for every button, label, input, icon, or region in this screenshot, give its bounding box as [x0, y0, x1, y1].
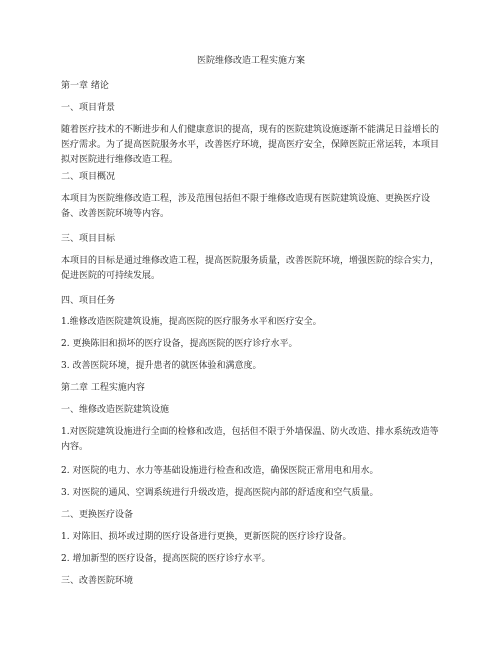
section-heading: 四、项目任务: [61, 296, 116, 306]
paragraph: 本项目为医院维修改造工程，涉及范围包括但不限于维修改造现有医院建筑设施、更换医疗设备、改善医院环境等内容。: [61, 194, 431, 219]
section-heading: 二、更换医疗设备: [61, 510, 134, 520]
paragraph: 本项目的目标是通过维修改造工程，提高医院服务质量，改善医院环境，增强医院的综合实力，促进医院的可持续发展。: [61, 256, 440, 281]
section-heading: 一、项目背景: [61, 103, 116, 113]
list-item: 1.维修改造医院建筑设施，提高医院的医疗服务水平和医疗安全。: [61, 317, 322, 327]
document-title: 医院维修改造工程实施方案: [196, 56, 305, 66]
list-item: 3. 改善医院环境，提升患者的就医体验和满意度。: [61, 361, 262, 371]
section-heading: 三、项目目标: [61, 234, 116, 244]
section-heading: 三、改善医院环境: [61, 576, 134, 586]
chapter-heading: 第二章 工程实施内容: [61, 383, 145, 393]
list-item: 3. 对医院的通风、空调系统进行升级改造，提高医院内部的舒适度和空气质量。: [61, 488, 379, 498]
list-item: 1. 对陈旧、损坏或过期的医疗设备进行更换，更新医院的医疗诊疗设备。: [61, 532, 352, 542]
chapter-heading: 第一章 绪论: [61, 81, 109, 91]
list-item: 2. 对医院的电力、水力等基础设施进行检查和改造，确保医院正常用电和用水。: [61, 466, 379, 476]
paragraph: 随着医疗技术的不断进步和人们健康意识的提高，现有的医院建筑设施逐渐不能满足日益增长的医疗需求。为了提高医院服务水平，改善医疗环境，提高医疗安全，保障医院正常运转，本项目拟对医院进行维修改造工程。: [61, 125, 440, 165]
list-item: 1.对医院建筑设施进行全面的检修和改造，包括但不限于外墙保温、防火改造、排水系统改造等内容。: [61, 427, 439, 452]
list-item: 2. 更换陈旧和损坏的医疗设备，提高医院的医疗诊疗水平。: [61, 339, 298, 349]
list-item: 2. 增加新型的医疗设备，提高医院的医疗诊疗水平。: [61, 554, 271, 564]
section-heading: 二、项目概况: [61, 172, 116, 182]
section-heading: 一、维修改造医院建筑设施: [61, 405, 170, 415]
